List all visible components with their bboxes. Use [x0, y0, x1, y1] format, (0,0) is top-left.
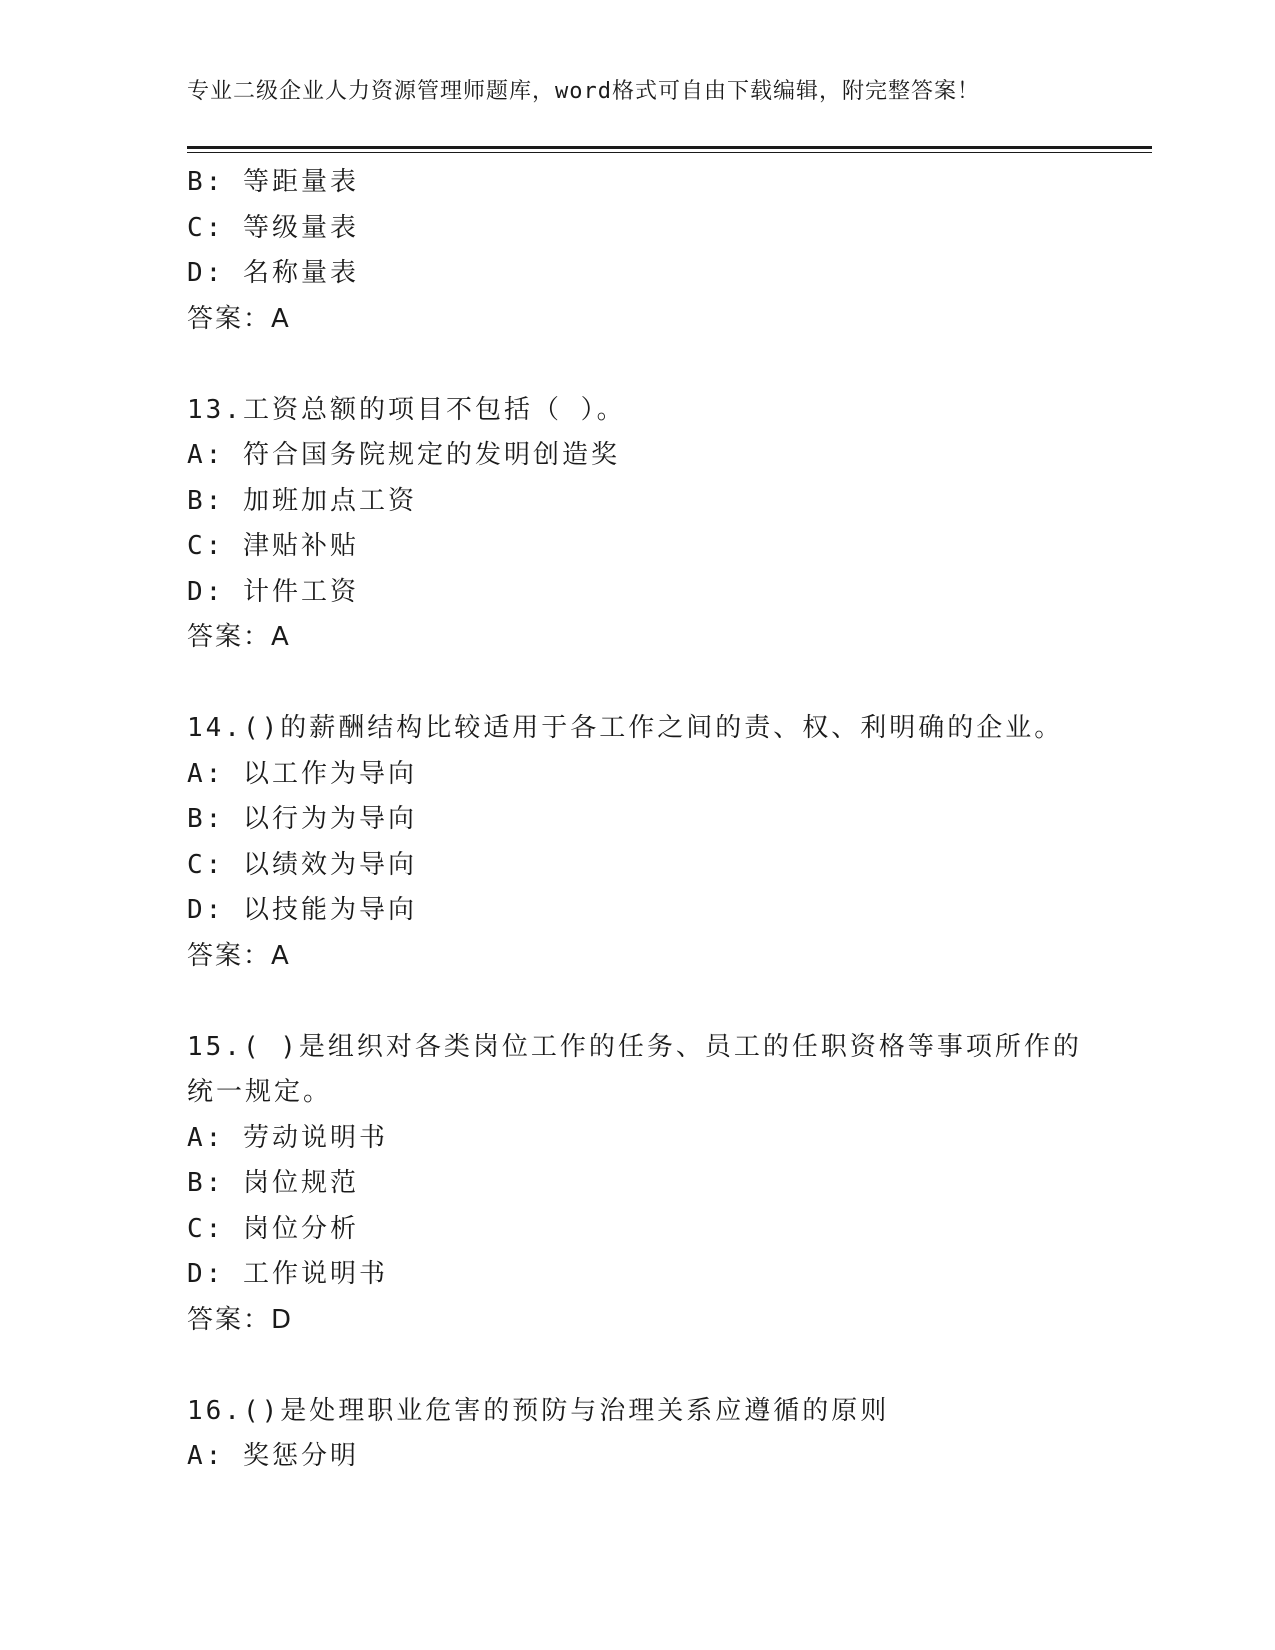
answer: 答案：A — [187, 940, 291, 971]
option-a: A: 以工作为导向 — [187, 758, 417, 789]
option-a: A: 奖惩分明 — [187, 1441, 359, 1471]
option-c: C: 等级量表 — [187, 212, 359, 243]
option-d: D: 以技能为导向 — [187, 895, 417, 925]
page-header: 专业二级企业人力资源管理师题库，word格式可自由下载编辑，附完整答案！ — [187, 79, 980, 104]
option-c: C: 津贴补贴 — [187, 531, 359, 561]
question-15 — [187, 1025, 1082, 1344]
spacer — [187, 979, 1067, 1025]
question-13 — [187, 388, 1067, 661]
answer: 答案：D — [187, 1304, 294, 1335]
question-14 — [187, 706, 1067, 979]
answer: 答案：A — [187, 622, 291, 652]
option-b: B: 以行为为导向 — [187, 804, 417, 834]
option-d: D: 计件工资 — [187, 576, 359, 607]
option-c: C: 岗位分析 — [187, 1213, 359, 1244]
spacer — [187, 342, 1067, 388]
question-stem: 13.工资总额的项目不包括（ ）。 — [187, 394, 626, 425]
answer: 答案：A — [187, 303, 291, 334]
question-16 — [187, 1389, 1067, 1480]
option-d: D: 工作说明书 — [187, 1259, 388, 1289]
document-body — [187, 160, 1082, 1480]
spacer — [187, 661, 1067, 707]
option-b: B: 岗位规范 — [187, 1168, 359, 1198]
question-12-tail — [187, 160, 1067, 342]
option-b: B: 加班加点工资 — [187, 485, 417, 516]
option-a: A: 符合国务院规定的发明创造奖 — [187, 440, 620, 470]
spacer — [187, 1343, 1067, 1389]
question-stem: 15.( )是组织对各类岗位工作的任务、员工的任职资格等事项所作的 — [187, 1031, 1082, 1062]
question-stem: 14.()的薪酬结构比较适用于各工作之间的责、权、利明确的企业。 — [187, 713, 1064, 743]
header-divider — [187, 146, 1152, 149]
question-stem: 16.()是处理职业危害的预防与治理关系应遵循的原则 — [187, 1395, 890, 1426]
option-d: D: 名称量表 — [187, 258, 359, 288]
option-c: C: 以绩效为导向 — [187, 849, 417, 880]
header-divider-thin — [187, 152, 1152, 153]
question-stem-continued: 统一规定。 — [187, 1077, 333, 1107]
option-a: A: 劳动说明书 — [187, 1122, 388, 1153]
option-b: B: 等距量表 — [187, 167, 359, 197]
